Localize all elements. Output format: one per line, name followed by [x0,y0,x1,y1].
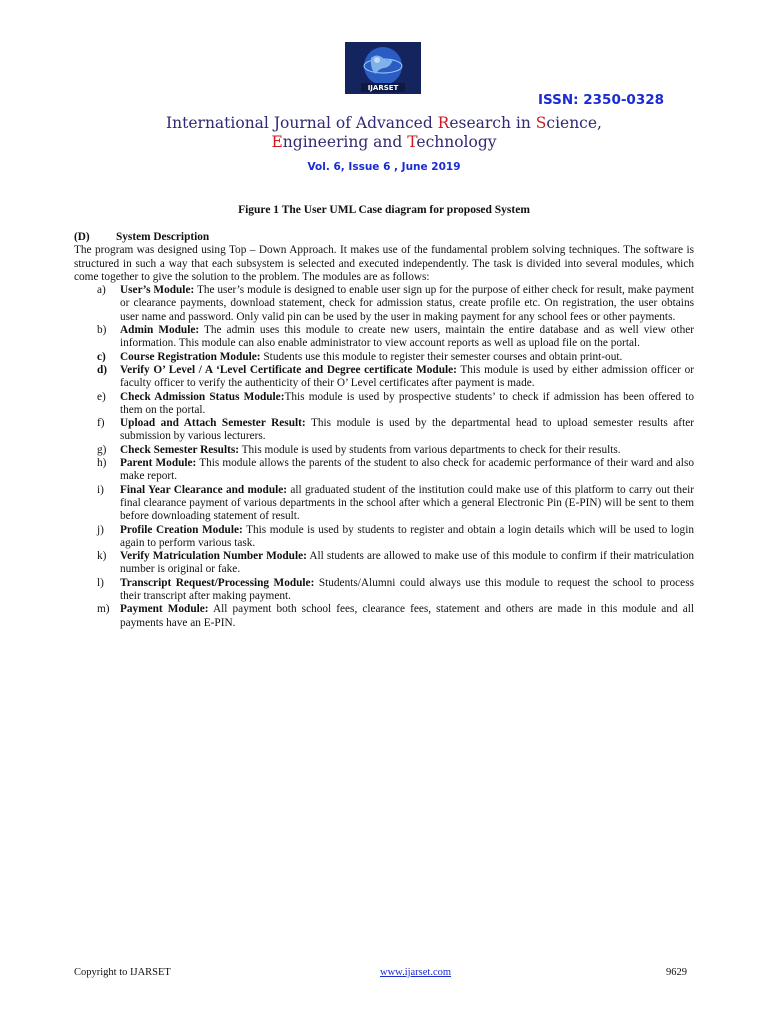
module-list [74,284,694,630]
journal-title-line-2 [0,133,768,151]
figure-caption: Figure 1 The User UML Case diagram for proposed System [238,204,530,216]
module-list-item [74,577,694,604]
journal-title-segment: nternational [172,114,274,132]
list-marker: e) [97,390,106,403]
module-label: Payment Module: [120,603,209,616]
list-marker: a) [97,284,106,297]
module-label: Profile Creation Module: [120,523,243,536]
module-description: The admin uses this module to create new users, maintain the entire database and as well view other information. This module can also enable administrator to view account reports as well as upload file on the portal. [120,324,694,350]
module-label: Course Registration Module: [120,350,261,363]
module-list-item [74,444,694,457]
module-description: Students/Alumni could always use this module to request the school to process their transcript after making payment. [120,576,694,603]
footer-copyright: Copyright to IJARSET [74,967,171,978]
module-description: This module allows the parents of the student to also check for academic performance of their ward and also make report. [120,457,694,483]
module-description: all graduated student of the institution could make use of this platform to carry out their final clearance payment of various departments in the school after which a general Electronic Pin (E-PIN) will be sent to them before downloading statement of result. [120,483,694,523]
module-list-item [74,524,694,551]
issn: ISSN: 2350-0328 [538,92,665,108]
module-description: All students are allowed to make use of this module to confirm if their matriculation number is original or fake. [120,550,694,576]
module-label: Upload and Attach Semester Result: [120,417,306,430]
module-description: This module is used by either admission officer or faculty officer to verify the authenticity of their O’ Level certificates after payment is made. [120,363,694,390]
module-list-item [74,391,694,418]
list-marker: c) [97,350,106,363]
module-list-item [74,351,694,364]
module-list-item [74,364,694,391]
page-number: 9629 [666,967,687,978]
list-marker: f) [97,417,105,430]
journal-title-segment: E [271,133,283,151]
footer-website-link[interactable]: www.ijarset.com [380,967,452,978]
module-description: The user’s module is designed to enable user sign up for the purpose of either check for result, make payment or clearance payments, download statement, check for admission status, create profile etc. On registration, the user obtains user name and password. Only valid pin can be used by the user in making payment for any school fees or other payments. [120,284,694,323]
list-marker: d) [97,363,108,376]
list-marker: j) [97,523,104,536]
module-label: Verify O’ Level / A ‘Level Certificate and Degree certificate Module: [120,363,457,376]
module-list-item [74,417,694,444]
journal-title-segment: S [535,114,547,132]
list-marker: i) [97,483,104,496]
journal-title-segment: esearch in [449,114,536,132]
list-marker: h) [97,457,107,470]
module-list-item [74,603,694,630]
module-description: Students use this module to register their semester courses and obtain print-out. [260,350,623,363]
section-number: (D) [74,231,90,243]
journal-title-segment: T [407,133,417,151]
module-list-item [74,284,694,324]
module-label: Admin Module: [120,324,200,337]
journal-logo [345,42,421,94]
volume-issue: Vol. 6, Issue 6 , June 2019 [307,161,461,173]
journal-title-line-1 [0,114,768,132]
main-content [74,231,694,630]
list-marker: b) [97,324,107,337]
list-marker: l) [97,576,104,589]
module-label: Verify Matriculation Number Module: [120,550,307,563]
section-intro: The program was designed using Top – Down Approach. It makes use of the fundamental problem solving techniques. The software is structured in such a way that each subsystem is selected and executed independently. The task is divided into several modules, which come together to give the solution to the problem. The modules are as follows: [74,244,694,283]
journal-title-segment: ngineering and [282,133,408,151]
module-label: User’s Module: [120,284,195,297]
module-label: Final Year Clearance and module: [120,483,288,496]
module-list-item [74,484,694,524]
list-marker: g) [97,443,107,456]
module-list-item [74,457,694,484]
module-label: Parent Module: [120,457,197,470]
journal-title-segment: A [355,114,368,132]
journal-title-segment: cience, [546,114,602,132]
section-title: System Description [116,231,210,243]
journal-title-segment: I [166,114,173,132]
module-list-item [74,550,694,577]
list-marker: m) [97,603,110,616]
journal-title-segment: J [273,114,281,132]
list-marker: k) [97,550,107,563]
globe-logo-icon [345,42,421,94]
module-list-item [74,324,694,351]
journal-title-segment: dvanced [367,114,438,132]
logo-text: IJARSET [367,84,399,92]
module-label: Check Admission Status Module: [120,390,285,403]
module-description: This module is used by students to register and obtain a login details which will be used to login again to perform various task. [120,523,694,549]
module-description: This module is used by prospective students’ to check if admission has been offered to them on the portal. [120,390,694,416]
module-description: This module is used by students from various departments to check for their results. [239,443,621,456]
module-label: Check Semester Results: [120,443,240,456]
journal-title-segment: ournal of [280,114,356,132]
journal-title-segment: R [437,114,450,132]
section-heading [74,231,694,244]
module-description: All payment both school fees, clearance fees, statement and others are made in this module and all payments have an E-PIN. [120,603,694,629]
module-description: This module is used by the departmental head to upload semester results after submission by various lecturers. [120,417,694,443]
module-label: Transcript Request/Processing Module: [120,576,315,589]
journal-title-segment: echnology [416,133,497,151]
